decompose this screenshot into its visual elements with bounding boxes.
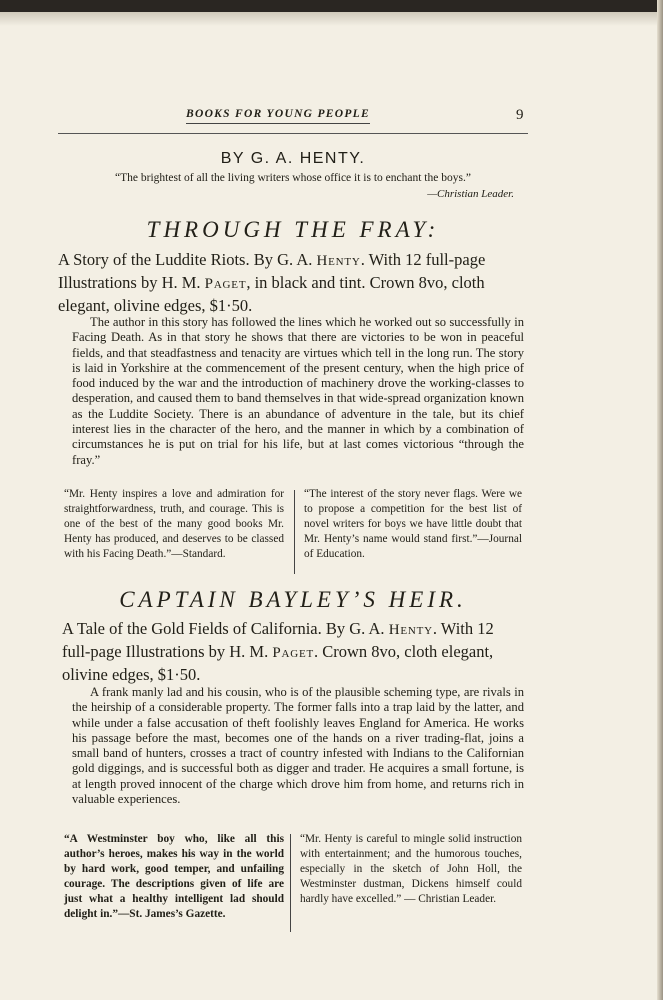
subtitle-part: . With 12 full-page Illustrations by H. M. xyxy=(58,250,486,292)
subtitle-part: . Crown 8vo, cloth elegant, olivine edges, $1·50. xyxy=(62,642,494,684)
epigraph-source: —Christian Leader. xyxy=(427,188,514,200)
review-quote-left: “Mr. Henty inspires a love and admiration for straightforwardness, truth, and courage. This is one of the best of the many good books Mr. Henty has produced, and deserves to be classed with his Facing Death.”—Standard. xyxy=(64,488,284,560)
page-right-edge xyxy=(657,0,663,1000)
subtitle-part: A Tale of the Gold Fields of California. By G. A. xyxy=(62,619,389,638)
review-quote-right: “The interest of the story never flags. Were we to propose a competition for the best list of novel writers for boys we have little doubt that Mr. Henty’s name would stand first.”—Journal of Education. xyxy=(304,488,522,560)
book-description: The author in this story has followed the lines which he worked out so successfully in Facing Death. As in that story he shows that there are victories to be won in peaceful fields, and that steadfastness and tenacity are virtues which tell in the long run. The story is laid in Yorkshire at the commencement of the present century, when the high price of food induced by the war and the introduction of machinery drove the working-classes to desperation, and caused them to band themselves in that wide-spread organization known as the Luddite Society. There is an abundance of adventure in the tale, but its chief interest lies in the character of the hero, and the manner in which by a combination of circumstances he is put on trial for his life, but at last comes victorious “through the fray.” xyxy=(72,315,524,467)
subtitle-part: , in black and tint. Crown 8vo, cloth elegant, olivine edges, $1·50. xyxy=(58,273,485,315)
epigraph-quote: “The brightest of all the living writers whose office it is to enchant the boys.” xyxy=(115,172,471,184)
illustrator-name: Paget xyxy=(272,645,315,661)
column-divider xyxy=(290,834,291,932)
review-quote-right: “Mr. Henty is careful to mingle solid instruction with entertainment; and the humorous touches, especially in the sketch of John Holl, the Westminster dustman, Dickens himself could hardly have excelled.” — Christian Leader. xyxy=(300,833,522,905)
page-number: 9 xyxy=(516,107,524,123)
book-subtitle xyxy=(62,618,526,685)
running-head xyxy=(186,108,370,120)
header-rule xyxy=(58,133,528,134)
running-head-text: BOOKS FOR YOUNG PEOPLE xyxy=(186,108,370,120)
author-heading: BY G. A. HENTY. xyxy=(220,150,366,167)
book-description: A frank manly lad and his cousin, who is of the plausible scheming type, are rivals in the heirship of a considerable property. The former falls into a trap laid by the latter, and while under a false accusation of theft foolishly leaves England for America. He works his passage before the mast, becomes one of the hands on a river trading-flat, joins a small band of hunters, crosses a tract of country infested with Indians to the Californian gold diggings, and is successful both as digger and trader. He acquires a small fortune, is at length proved innocent of the charge which drove him from home, and returns rich in valuable experiences. xyxy=(72,685,524,807)
column-divider xyxy=(294,490,295,574)
author-name: Henty xyxy=(316,253,361,269)
book-subtitle xyxy=(58,249,526,316)
author-name: Henty xyxy=(388,622,433,638)
subtitle-part: . With 12 full-page Illustrations by H. M. xyxy=(62,619,494,661)
subtitle-part: A Story of the Luddite Riots. By G. A. xyxy=(58,250,317,269)
book-page xyxy=(58,0,528,1000)
book-title: CAPTAIN BAYLEY’S HEIR. xyxy=(119,587,467,612)
running-head-underline xyxy=(186,123,370,124)
book-title: THROUGH THE FRAY: xyxy=(146,217,440,242)
review-quote-left: “A Westminster boy who, like all this author’s heroes, makes his way in the world by hard work, good temper, and unfailing courage. The descriptions given of life are just what a healthy intelligent lad should delight in.”—St. James’s Gazette. xyxy=(64,833,284,920)
illustrator-name: Paget xyxy=(204,276,247,292)
